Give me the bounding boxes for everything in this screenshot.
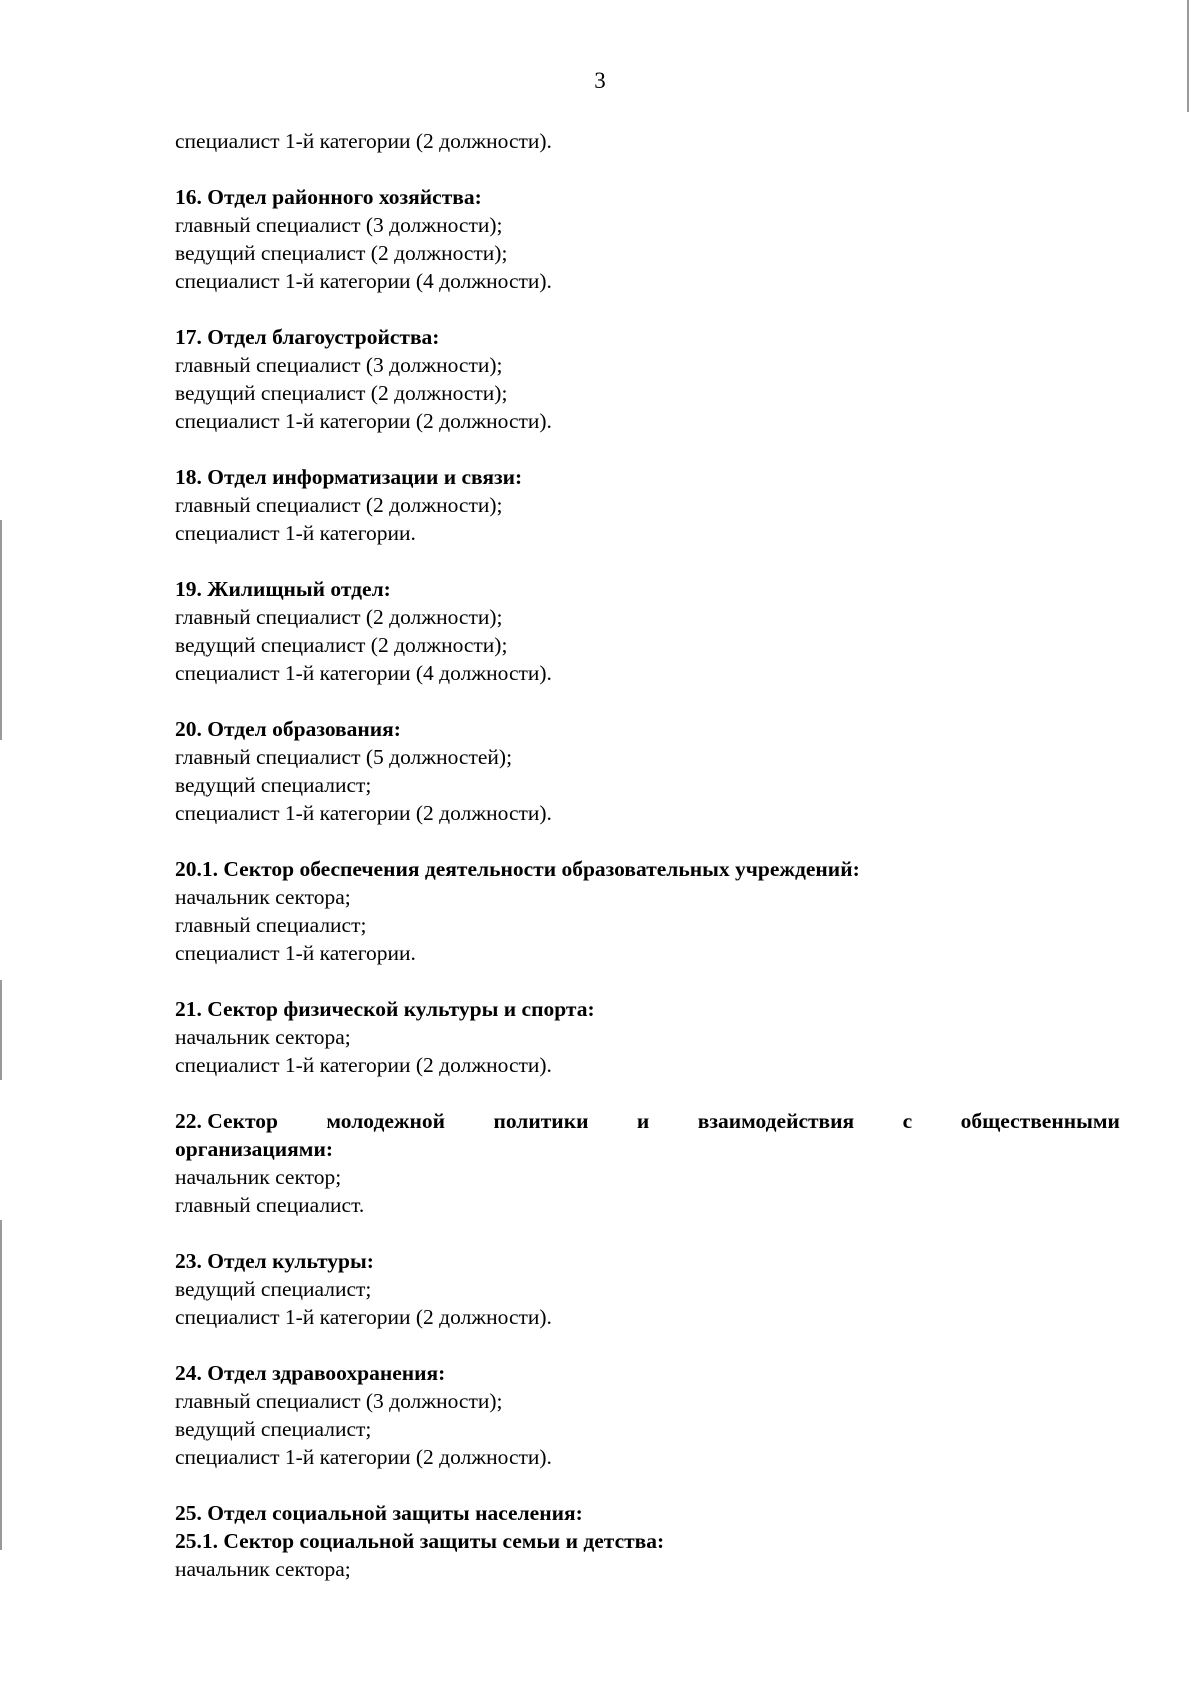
section-22-heading-continuation: организациями: — [175, 1137, 333, 1161]
section-heading: 20.1. Сектор обеспечения деятельности образовательных учреждений: — [175, 857, 860, 881]
position-item: специалист 1-й категории (4 должности). — [175, 269, 552, 293]
position-item: специалист 1-й категории (2 должности). — [175, 1445, 552, 1469]
position-item: ведущий специалист; — [175, 1417, 372, 1441]
position-item: начальник сектора; — [175, 885, 351, 909]
intro-line: специалист 1-й категории (2 должности). — [175, 129, 552, 153]
section — [175, 1247, 1120, 1331]
heading-word: общественными — [960, 1109, 1120, 1133]
heading-word: политики — [493, 1109, 589, 1133]
section-22-heading — [175, 1107, 1120, 1135]
position-item: главный специалист; — [175, 913, 367, 937]
sections-list — [175, 183, 1120, 1079]
position-item: главный специалист (2 должности); — [175, 605, 503, 629]
section-heading: 21. Сектор физической культуры и спорта: — [175, 997, 595, 1021]
section — [175, 575, 1120, 687]
position-item: специалист 1-й категории (2 должности). — [175, 801, 552, 825]
section-heading: 24. Отдел здравоохранения: — [175, 1361, 446, 1385]
position-item: специалист 1-й категории. — [175, 521, 416, 545]
section — [175, 183, 1120, 295]
position-item: главный специалист (2 должности); — [175, 493, 503, 517]
position-item: начальник сектор; — [175, 1165, 342, 1189]
section — [175, 715, 1120, 827]
page-number: 3 — [594, 68, 606, 93]
position-item: специалист 1-й категории (2 должности). — [175, 409, 552, 433]
position-item: специалист 1-й категории. — [175, 941, 416, 965]
document-body — [175, 127, 1120, 1583]
section-22 — [175, 1107, 1120, 1219]
heading-word: молодежной — [326, 1109, 445, 1133]
position-item: главный специалист. — [175, 1193, 365, 1217]
position-item: главный специалист (3 должности); — [175, 1389, 503, 1413]
section-heading: 17. Отдел благоустройства: — [175, 325, 440, 349]
section-25-heading: 25. Отдел социальной защиты населения: — [175, 1501, 583, 1525]
position-item: ведущий специалист (2 должности); — [175, 381, 508, 405]
section — [175, 1359, 1120, 1471]
section-25 — [175, 1499, 1120, 1583]
position-item: начальник сектора; — [175, 1557, 351, 1581]
section — [175, 995, 1120, 1079]
position-item: главный специалист (3 должности); — [175, 213, 503, 237]
position-item: ведущий специалист (2 должности); — [175, 633, 508, 657]
heading-word: и — [636, 1109, 650, 1133]
heading-word: 22. Сектор — [175, 1109, 278, 1133]
section-22-items — [175, 1163, 1120, 1219]
scan-edge-mark — [1187, 0, 1189, 112]
scan-edge-mark — [0, 980, 2, 1080]
section — [175, 463, 1120, 547]
section-heading: 18. Отдел информатизации и связи: — [175, 465, 523, 489]
section-heading: 19. Жилищный отдел: — [175, 577, 391, 601]
heading-word: с — [902, 1109, 913, 1133]
position-item: начальник сектора; — [175, 1025, 351, 1049]
position-item: ведущий специалист (2 должности); — [175, 241, 508, 265]
position-item: главный специалист (5 должностей); — [175, 745, 513, 769]
sections-list-tail — [175, 1247, 1120, 1471]
position-item: главный специалист (3 должности); — [175, 353, 503, 377]
section-25-1-heading: 25.1. Сектор социальной защиты семьи и детства: — [175, 1529, 665, 1553]
section-heading: 20. Отдел образования: — [175, 717, 401, 741]
scan-edge-mark — [0, 1220, 2, 1550]
heading-word: взаимодействия — [697, 1109, 855, 1133]
position-item: специалист 1-й категории (4 должности). — [175, 661, 552, 685]
section-25-items — [175, 1555, 1120, 1583]
section-heading: 16. Отдел районного хозяйства: — [175, 185, 482, 209]
position-item: специалист 1-й категории (2 должности). — [175, 1305, 552, 1329]
section — [175, 323, 1120, 435]
scan-edge-mark — [0, 520, 2, 740]
position-item: ведущий специалист; — [175, 773, 372, 797]
position-item: ведущий специалист; — [175, 1277, 372, 1301]
position-item: специалист 1-й категории (2 должности). — [175, 1053, 552, 1077]
section — [175, 855, 1120, 967]
section-heading: 23. Отдел культуры: — [175, 1249, 374, 1273]
